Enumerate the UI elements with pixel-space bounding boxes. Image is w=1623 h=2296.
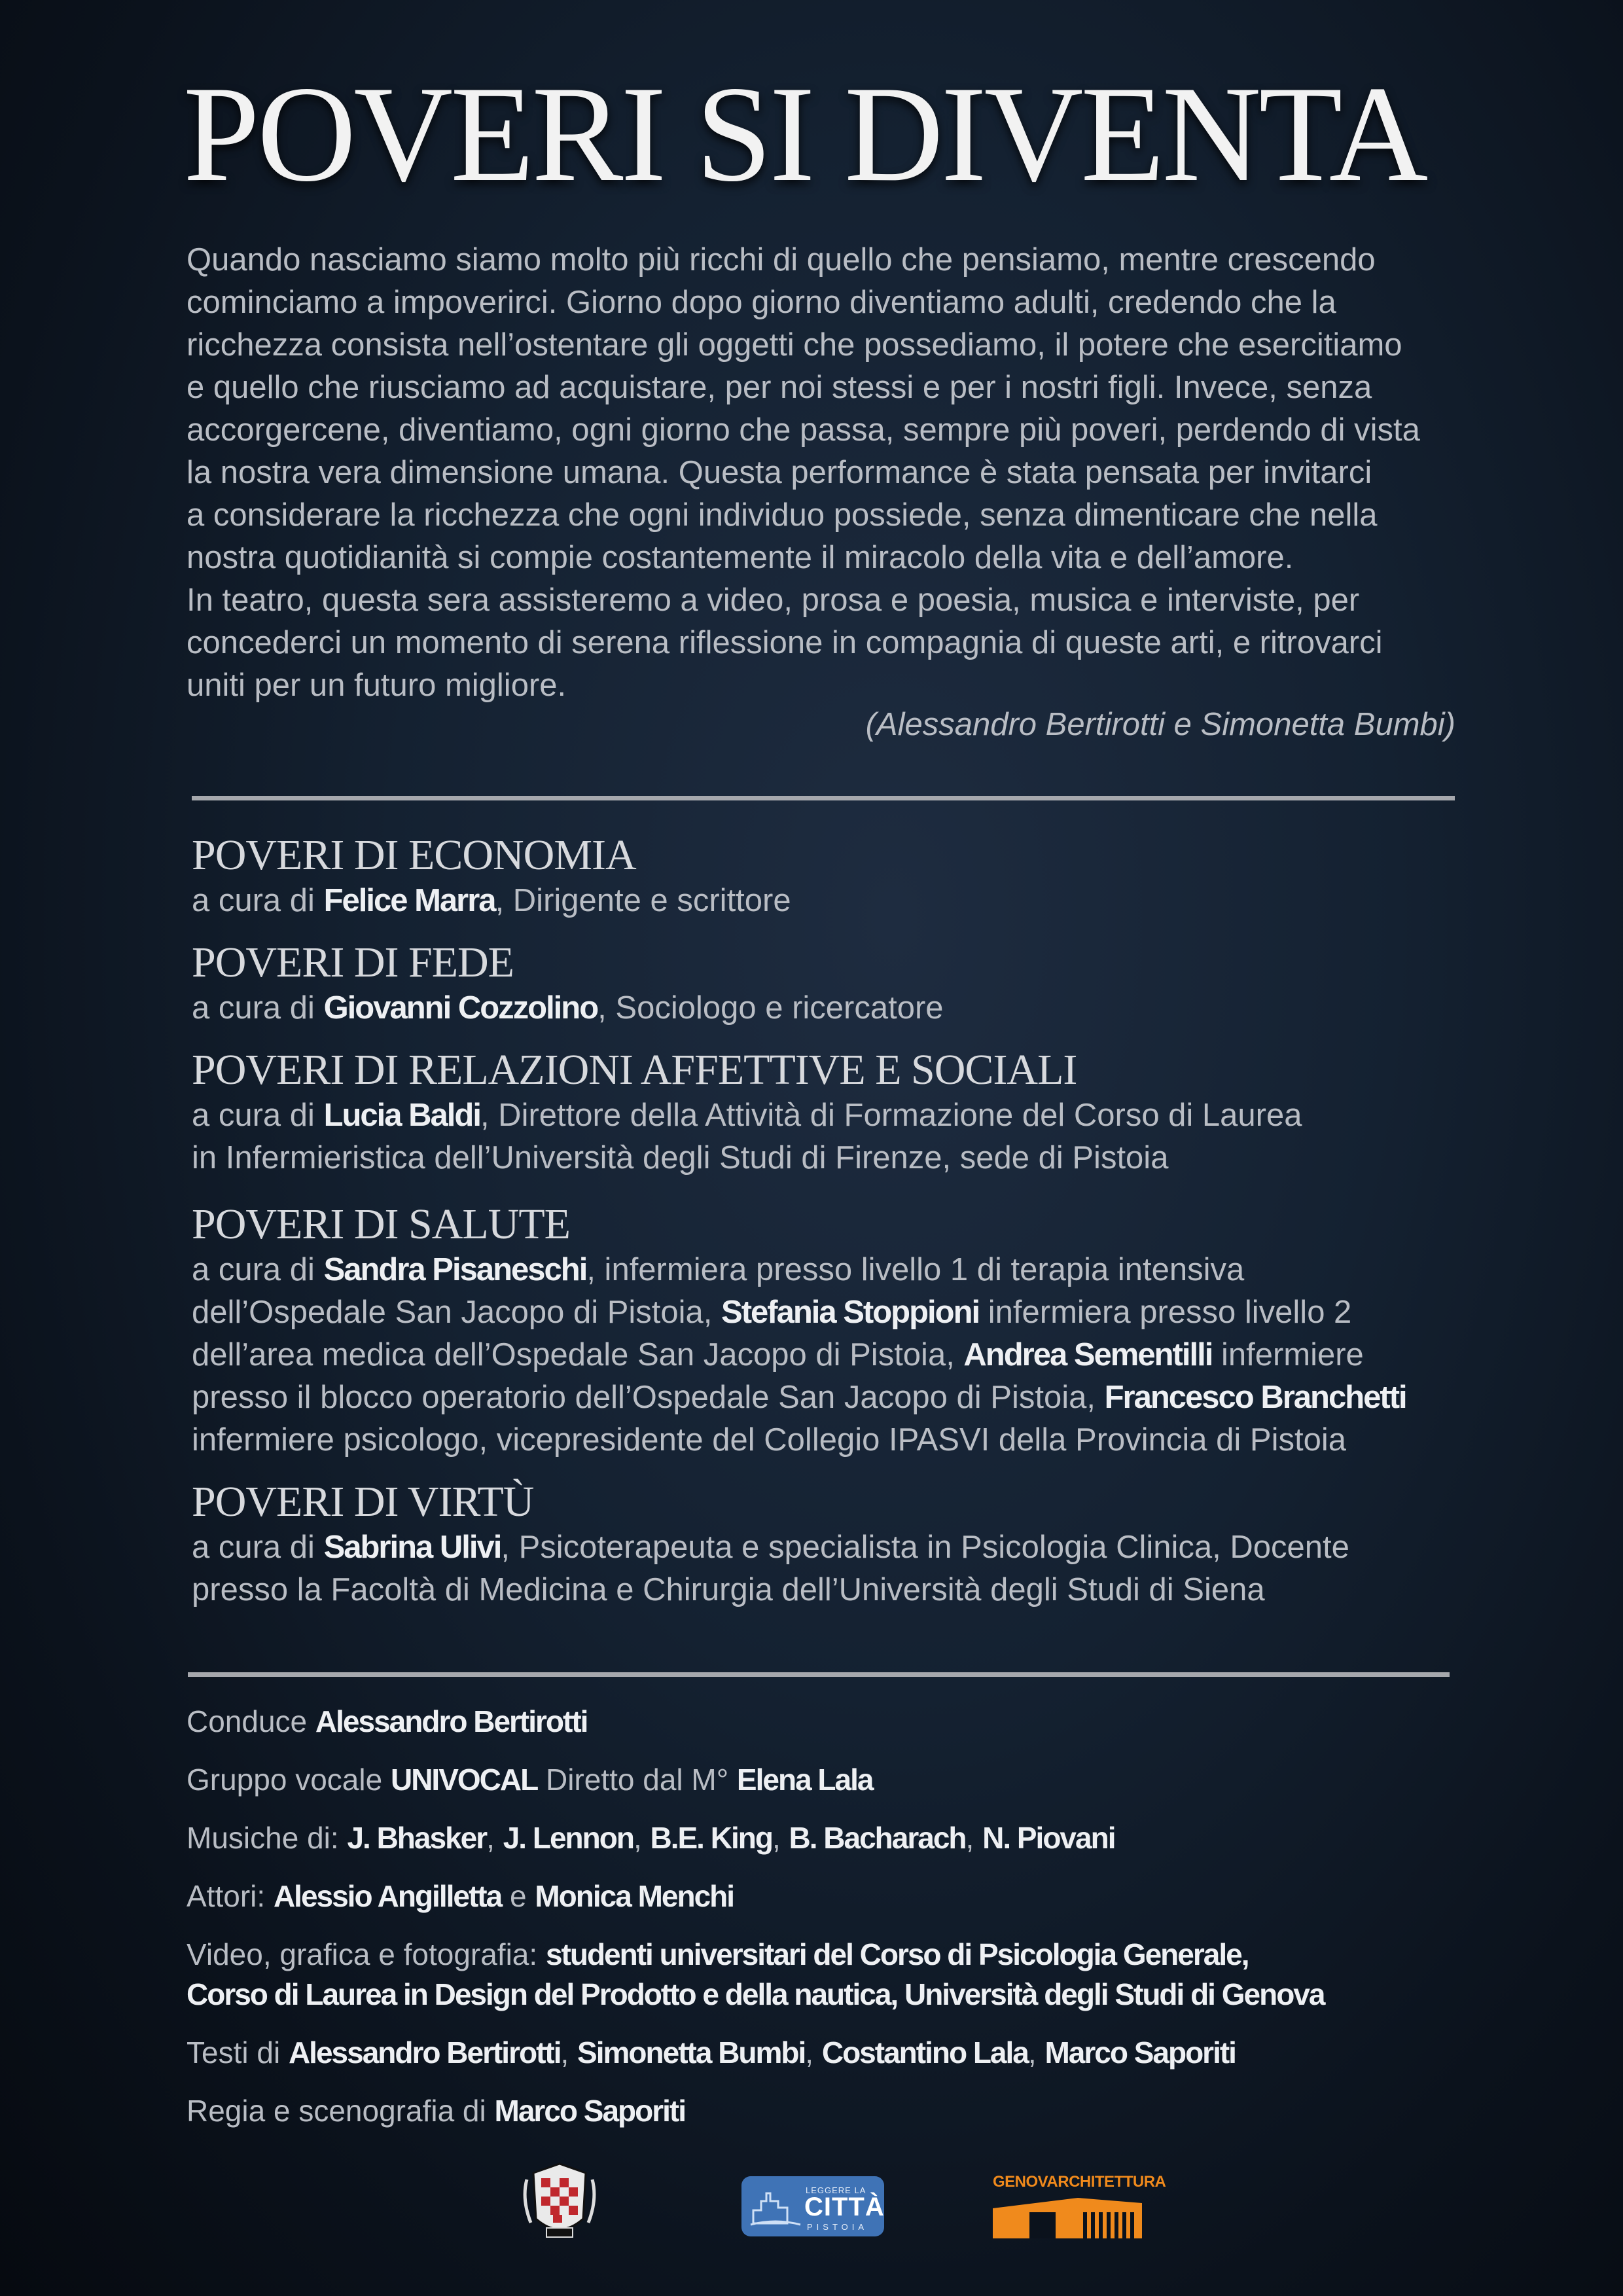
text-segment: a cura di: [192, 883, 324, 918]
section-description-line: [192, 1569, 1501, 1611]
name-highlight: Sandra Pisaneschi: [323, 1252, 587, 1287]
intro-paragraph: [187, 239, 1495, 707]
credit-line: [187, 1975, 1528, 2015]
city-skyline-icon: [749, 2184, 802, 2230]
credit-line: [187, 2033, 1528, 2073]
intro-line: nostra quotidianità si compie costantemente il miracolo della vita e dell’amore.: [187, 540, 1294, 575]
credit-entry: [187, 1876, 1528, 1916]
leggere-city-text: PISTOIA: [807, 2222, 868, 2232]
intro-line: la nostra vera dimensione umana. Questa performance è stata pensata per invitarci: [187, 455, 1372, 490]
genovarchitettura-logo: [993, 2173, 1166, 2245]
text-segment: ,: [772, 1821, 789, 1855]
credit-entry: [187, 1760, 1528, 1800]
text-segment: a cura di: [192, 1098, 324, 1133]
text-segment: , Sociologo e ricercatore: [597, 990, 944, 1026]
intro-line: cominciamo a impoverirci. Giorno dopo giorno diventiamo adulti, credendo che la: [187, 285, 1336, 320]
section-block: [192, 939, 1501, 1030]
top-divider: [192, 796, 1455, 800]
intro-line: accorgercene, diventiamo, ogni giorno che passa, sempre più poveri, perdendo di vista: [187, 412, 1420, 448]
text-segment: a cura di: [192, 1530, 324, 1565]
text-segment: Regia e scenografia di: [187, 2094, 495, 2128]
section-description-line: [192, 987, 1501, 1030]
text-segment: ,: [633, 1821, 651, 1855]
text-segment: , Direttore della Attività di Formazione del Corso di Laurea: [480, 1098, 1302, 1133]
section-block: [192, 1046, 1501, 1179]
text-segment: Diretto dal M°: [537, 1763, 737, 1797]
name-highlight: studenti universitari del Corso di Psicologia Generale,: [545, 1937, 1249, 1971]
intro-signature: (Alessandro Bertirotti e Simonetta Bumbi): [865, 707, 1455, 742]
genova-logo-text: GENOVARCHITETTURA: [993, 2173, 1166, 2191]
intro-line: ricchezza consista nell’ostentare gli oggetti che possediamo, il potere che esercitiamo: [187, 327, 1402, 363]
text-segment: , Dirigente e scrittore: [495, 883, 791, 918]
text-segment: e: [501, 1879, 535, 1913]
poster-title: POVERI SI DIVENTA: [183, 58, 1426, 210]
intro-line: uniti per un futuro migliore.: [187, 668, 567, 703]
name-highlight: Sabrina Ulivi: [323, 1530, 501, 1565]
name-highlight: Corso di Laurea in Design del Prodotto e della nautica, Università degli Studi di Genova: [187, 1977, 1325, 2011]
intro-line: e quello che riusciamo ad acquistare, per noi stessi e per i nostri figli. Invece, senza: [187, 370, 1372, 405]
section-block: [192, 1478, 1501, 1611]
logos-row: [0, 2160, 1623, 2251]
credit-entry: [187, 1818, 1528, 1858]
credit-line: [187, 1702, 1528, 1742]
name-highlight: N. Piovani: [982, 1821, 1115, 1855]
intro-line: a considerare la ricchezza che ogni individuo possiede, senza dimenticare che nella: [187, 497, 1378, 533]
name-highlight: B. Bacharach: [789, 1821, 966, 1855]
credit-entry: [187, 2091, 1528, 2131]
text-segment: presso il blocco operatorio dell’Ospedale San Jacopo di Pistoia,: [192, 1380, 1105, 1415]
section-description-line: [192, 1249, 1501, 1291]
credit-line: [187, 2091, 1528, 2131]
name-highlight: Alessandro Bertirotti: [315, 1704, 588, 1738]
name-highlight: Stefania Stoppioni: [721, 1295, 980, 1330]
text-segment: infermiera presso livello 2: [979, 1295, 1352, 1330]
intro-line: Quando nasciamo siamo molto più ricchi di quello che pensiamo, mentre crescendo: [187, 242, 1376, 278]
name-highlight: Alessandro Bertirotti: [288, 2036, 561, 2070]
bottom-divider: [188, 1672, 1450, 1677]
leggere-big-text: CITTÀ: [804, 2193, 885, 2221]
credit-entry: [187, 1702, 1528, 1742]
section-description-line: [192, 1419, 1501, 1462]
intro-line: concederci un momento di serena riflessione in compagnia di queste arti, e ritrovarci: [187, 625, 1383, 660]
section-description-line: [192, 1526, 1501, 1569]
name-highlight: Monica Menchi: [535, 1879, 734, 1913]
text-segment: , infermiera presso livello 1 di terapia intensiva: [586, 1252, 1245, 1287]
section-description-line: [192, 1376, 1501, 1419]
pistoia-crest-logo: [520, 2160, 599, 2245]
name-highlight: Alessio Angilletta: [273, 1879, 502, 1913]
name-highlight: Marco Saporiti: [1044, 2036, 1236, 2070]
text-segment: dell’area medica dell’Ospedale San Jacopo di Pistoia,: [192, 1337, 964, 1372]
text-segment: infermiere psicologo, vicepresidente del Collegio IPASVI della Provincia di Pistoia: [192, 1422, 1346, 1458]
text-segment: Video, grafica e fotografia:: [187, 1937, 546, 1971]
section-description-line: [192, 1334, 1501, 1376]
section-description-line: [192, 1094, 1501, 1137]
section-heading: POVERI DI ECONOMIA: [192, 831, 636, 879]
section-description-line: [192, 1137, 1501, 1179]
credit-line: [187, 1818, 1528, 1858]
credit-line: [187, 1760, 1528, 1800]
text-segment: Attori:: [187, 1879, 274, 1913]
name-highlight: Simonetta Bumbi: [577, 2036, 806, 2070]
section-description-line: [192, 1291, 1501, 1334]
text-segment: presso la Facoltà di Medicina e Chirurgia dell’Università degli Studi di Siena: [192, 1572, 1265, 1607]
section-block: [192, 831, 1501, 922]
credit-entry: [187, 2033, 1528, 2073]
text-segment: dell’Ospedale San Jacopo di Pistoia,: [192, 1295, 722, 1330]
credit-entry: [187, 1935, 1528, 2015]
leggere-la-citta-logo: [741, 2176, 884, 2236]
name-highlight: Lucia Baldi: [323, 1098, 480, 1133]
text-segment: ,: [560, 2036, 578, 2070]
text-segment: , Psicoterapeuta e specialista in Psicologia Clinica, Docente: [501, 1530, 1349, 1565]
name-highlight: B.E. King: [650, 1821, 772, 1855]
name-highlight: UNIVOCAL: [390, 1763, 538, 1797]
text-segment: infermiere: [1212, 1337, 1364, 1372]
name-highlight: Felice Marra: [323, 883, 495, 918]
section-description-line: [192, 880, 1501, 922]
section-heading: POVERI DI VIRTÙ: [192, 1478, 534, 1526]
text-segment: in Infermieristica dell’Università degli Studi di Firenze, sede di Pistoia: [192, 1140, 1169, 1175]
text-segment: a cura di: [192, 990, 324, 1026]
credit-line: [187, 1876, 1528, 1916]
sections-list: [192, 831, 1501, 1611]
text-segment: a cura di: [192, 1252, 324, 1287]
name-highlight: J. Bhasker: [347, 1821, 487, 1855]
building-silhouette-icon: [993, 2195, 1142, 2238]
text-segment: Gruppo vocale: [187, 1763, 391, 1797]
name-highlight: J. Lennon: [503, 1821, 633, 1855]
text-segment: ,: [1027, 2036, 1045, 2070]
text-segment: Musiche di:: [187, 1821, 348, 1855]
section-block: [192, 1200, 1501, 1462]
name-highlight: Francesco Branchetti: [1104, 1380, 1406, 1415]
section-heading: POVERI DI FEDE: [192, 939, 514, 986]
name-highlight: Costantino Lala: [821, 2036, 1028, 2070]
text-segment: Conduce: [187, 1704, 315, 1738]
section-heading: POVERI DI SALUTE: [192, 1200, 570, 1248]
text-segment: Testi di: [187, 2036, 289, 2070]
name-highlight: Giovanni Cozzolino: [323, 990, 598, 1026]
credit-line: [187, 1935, 1528, 1975]
name-highlight: Elena Lala: [736, 1763, 873, 1797]
text-segment: ,: [965, 1821, 983, 1855]
name-highlight: Marco Saporiti: [494, 2094, 686, 2128]
text-segment: ,: [486, 1821, 503, 1855]
section-heading: POVERI DI RELAZIONI AFFETTIVE E SOCIALI: [192, 1046, 1077, 1094]
leggere-small-text: LEGGERE LA: [806, 2185, 866, 2195]
name-highlight: Andrea Sementilli: [963, 1337, 1213, 1372]
credits-list: [187, 1702, 1528, 2149]
text-segment: ,: [805, 2036, 822, 2070]
intro-line: In teatro, questa sera assisteremo a video, prosa e poesia, musica e interviste, per: [187, 583, 1360, 618]
